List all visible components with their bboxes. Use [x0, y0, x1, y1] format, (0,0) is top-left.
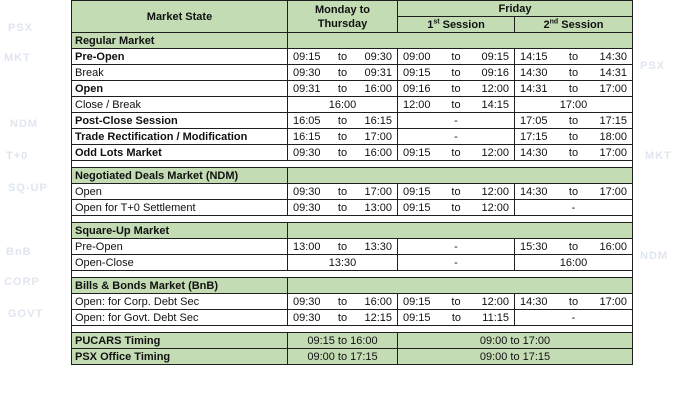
section-title: Square-Up Market [72, 223, 288, 239]
mon-thu-time: 09:30 to 17:00 [288, 184, 398, 200]
market-timings-table [71, 0, 633, 365]
section-header-row [72, 33, 633, 49]
friday-session-1-time: 09:15 to 12:00 [398, 184, 515, 200]
spacer-cell [72, 271, 633, 278]
row-label: Pre-Open [72, 49, 288, 65]
spacer-cell [72, 161, 633, 168]
friday-session-1-time: - [398, 129, 515, 145]
row-label: Open for T+0 Settlement [72, 200, 288, 216]
session-2-header: 2nd Session [515, 17, 633, 33]
footer-friday: 09:00 to 17:00 [398, 333, 633, 349]
table-row [72, 49, 633, 65]
header-row-1 [72, 1, 633, 17]
friday-session-1-time: 09:15 to 12:00 [398, 145, 515, 161]
mon-thu-time: 09:15 to 09:30 [288, 49, 398, 65]
mon-thu-time: 16:00 [288, 97, 398, 113]
friday-session-1-time: 09:15 to 12:00 [398, 294, 515, 310]
friday-session-1-time: 09:15 to 12:00 [398, 200, 515, 216]
friday-session-2-time: 17:00 [515, 97, 633, 113]
friday-session-2-time: 17:15 to 18:00 [515, 129, 633, 145]
table-row [72, 97, 633, 113]
friday-session-1-time: - [398, 255, 515, 271]
section-header-fill [288, 33, 633, 49]
friday-session-2-time: 16:00 [515, 255, 633, 271]
section-spacer [72, 216, 633, 223]
friday-session-2-time: 14:30 to 17:00 [515, 145, 633, 161]
section-header-fill [288, 223, 633, 239]
table-row [72, 113, 633, 129]
table-row [72, 239, 633, 255]
section-spacer [72, 161, 633, 168]
spacer-cell [72, 326, 633, 333]
table-row [72, 184, 633, 200]
row-label: Open-Close [72, 255, 288, 271]
table-row [72, 200, 633, 216]
row-label: Odd Lots Market [72, 145, 288, 161]
table-row [72, 294, 633, 310]
mon-thu-time: 09:30 to 09:31 [288, 65, 398, 81]
friday-session-2-time: 14:15 to 14:30 [515, 49, 633, 65]
footer-mon-thu: 09:00 to 17:15 [288, 349, 398, 365]
section-spacer [72, 271, 633, 278]
friday-session-1-time: - [398, 239, 515, 255]
friday-session-2-time: 14:30 to 17:00 [515, 184, 633, 200]
footer-mon-thu: 09:15 to 16:00 [288, 333, 398, 349]
friday-session-2-time: - [515, 310, 633, 326]
section-spacer [72, 326, 633, 333]
market-state-header: Market State [72, 1, 288, 33]
mon-thu-time: 09:30 to 13:00 [288, 200, 398, 216]
section-header-fill [288, 168, 633, 184]
footer-row [72, 349, 633, 365]
footer-label: PUCARS Timing [72, 333, 288, 349]
row-label: Pre-Open [72, 239, 288, 255]
section-title: Bills & Bonds Market (BnB) [72, 278, 288, 294]
mon-thu-time: 09:31 to 16:00 [288, 81, 398, 97]
section-header-row [72, 168, 633, 184]
friday-session-2-time: - [515, 200, 633, 216]
friday-header: Friday [398, 1, 633, 17]
friday-session-1-time: 09:16 to 12:00 [398, 81, 515, 97]
row-label: Open: for Corp. Debt Sec [72, 294, 288, 310]
friday-session-2-time: 14:31 to 17:00 [515, 81, 633, 97]
row-label: Open [72, 184, 288, 200]
section-title: Negotiated Deals Market (NDM) [72, 168, 288, 184]
friday-session-1-time: 09:15 to 09:16 [398, 65, 515, 81]
row-label: Open: for Govt. Debt Sec [72, 310, 288, 326]
friday-session-2-time: 17:05 to 17:15 [515, 113, 633, 129]
footer-label: PSX Office Timing [72, 349, 288, 365]
row-label: Post-Close Session [72, 113, 288, 129]
section-header-row [72, 278, 633, 294]
row-label: Break [72, 65, 288, 81]
section-header-row [72, 223, 633, 239]
section-title: Regular Market [72, 33, 288, 49]
row-label: Trade Rectification / Modification [72, 129, 288, 145]
table-row [72, 145, 633, 161]
friday-session-2-time: 14:30 to 14:31 [515, 65, 633, 81]
friday-session-2-time: 14:30 to 17:00 [515, 294, 633, 310]
table-row [72, 255, 633, 271]
table-row [72, 310, 633, 326]
footer-row [72, 333, 633, 349]
mon-thu-time: 09:30 to 12:15 [288, 310, 398, 326]
mon-thu-time: 16:15 to 17:00 [288, 129, 398, 145]
friday-session-1-time: 09:15 to 11:15 [398, 310, 515, 326]
table-body [72, 1, 633, 365]
section-header-fill [288, 278, 633, 294]
friday-session-2-time: 15:30 to 16:00 [515, 239, 633, 255]
session-1-header: 1st Session [398, 17, 515, 33]
mon-thu-time: 13:30 [288, 255, 398, 271]
friday-session-1-time: 09:00 to 09:15 [398, 49, 515, 65]
row-label: Open [72, 81, 288, 97]
friday-session-1-time: 12:00 to 14:15 [398, 97, 515, 113]
friday-session-1-time: - [398, 113, 515, 129]
mon-thu-time: 09:30 to 16:00 [288, 294, 398, 310]
mon-thu-time: 13:00 to 13:30 [288, 239, 398, 255]
mon-thu-time: 09:30 to 16:00 [288, 145, 398, 161]
background-watermark: PSX MKT NDM T+0 SQ-UP BnB CORP GOVT PSX MKT NDM [4, 22, 672, 320]
table-row [72, 65, 633, 81]
table-row [72, 129, 633, 145]
footer-friday: 09:00 to 17:15 [398, 349, 633, 365]
mon-thu-header: Monday to Thursday [288, 1, 398, 33]
mon-thu-time: 16:05 to 16:15 [288, 113, 398, 129]
spacer-cell [72, 216, 633, 223]
row-label: Close / Break [72, 97, 288, 113]
table-row [72, 81, 633, 97]
